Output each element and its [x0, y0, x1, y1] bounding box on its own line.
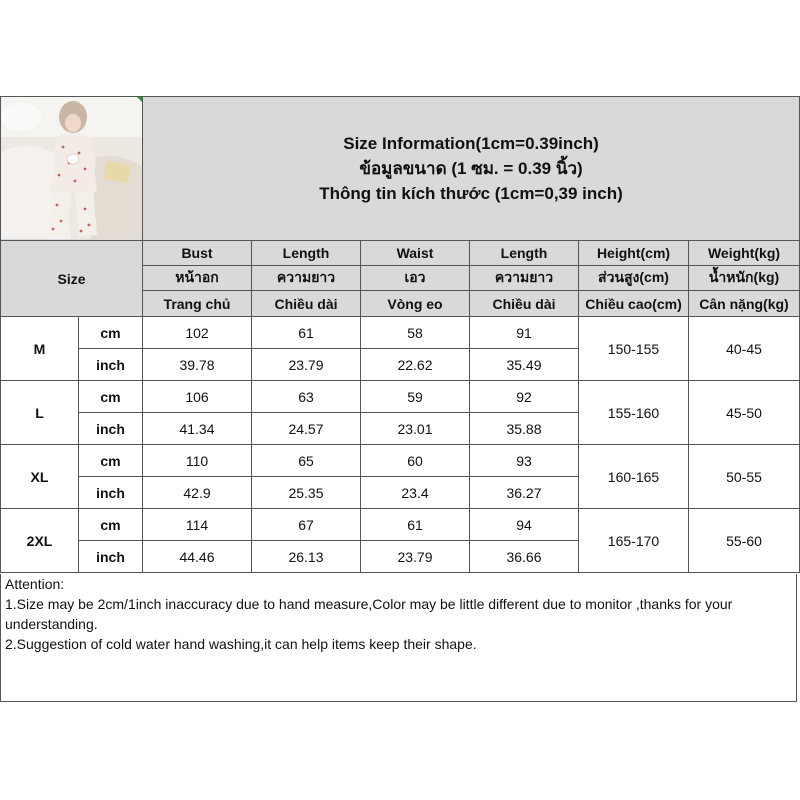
col-header-th: ความยาว	[470, 266, 579, 291]
unit-label: inch	[79, 349, 143, 381]
cell-bust-cm: 102	[143, 317, 252, 349]
cell-bust-inch: 41.34	[143, 413, 252, 445]
cell-waist-inch: 23.01	[361, 413, 470, 445]
cell-length2-inch: 35.49	[470, 349, 579, 381]
col-header-th: ความยาว	[252, 266, 361, 291]
cell-length-inch: 25.35	[252, 477, 361, 509]
col-header-vi: Vòng eo	[361, 291, 470, 317]
cell-bust-cm: 106	[143, 381, 252, 413]
col-header-vi: Chiều dài	[252, 291, 361, 317]
col-header-th: น้ำหนัก(kg)	[689, 266, 800, 291]
size-name: M	[1, 317, 79, 381]
cell-waist-cm: 59	[361, 381, 470, 413]
col-header-th: เอว	[361, 266, 470, 291]
col-header-vi: Chiều cao(cm)	[579, 291, 689, 317]
cell-weight: 50-55	[689, 445, 800, 509]
cell-height: 150-155	[579, 317, 689, 381]
cell-length-cm: 67	[252, 509, 361, 541]
unit-label: inch	[79, 541, 143, 573]
product-photo-cell	[1, 97, 143, 241]
size-info-header	[143, 97, 800, 241]
cell-length2-cm: 93	[470, 445, 579, 477]
corner-marker-icon	[137, 97, 143, 103]
table-row	[1, 509, 800, 541]
cell-length-inch: 23.79	[252, 349, 361, 381]
col-header-vi: Trang chủ	[143, 291, 252, 317]
size-info-en: Size Information(1cm=0.39inch)	[343, 134, 599, 153]
cell-length2-inch: 36.27	[470, 477, 579, 509]
cell-weight: 55-60	[689, 509, 800, 573]
attention-notes	[0, 574, 797, 702]
unit-label: cm	[79, 381, 143, 413]
col-header-vi: Chiều dài	[470, 291, 579, 317]
cell-length2-cm: 91	[470, 317, 579, 349]
col-header-en: Bust	[143, 241, 252, 266]
cell-weight: 45-50	[689, 381, 800, 445]
cell-height: 155-160	[579, 381, 689, 445]
attention-title: Attention:	[5, 576, 65, 592]
unit-label: cm	[79, 317, 143, 349]
col-header-en: Length	[470, 241, 579, 266]
cell-length2-inch: 36.66	[470, 541, 579, 573]
cell-bust-inch: 39.78	[143, 349, 252, 381]
col-header-en: Waist	[361, 241, 470, 266]
cell-waist-inch: 22.62	[361, 349, 470, 381]
size-table	[0, 96, 800, 573]
cell-waist-inch: 23.79	[361, 541, 470, 573]
table-row	[1, 381, 800, 413]
unit-label: inch	[79, 477, 143, 509]
size-label: Size	[1, 241, 143, 317]
cell-waist-cm: 58	[361, 317, 470, 349]
size-info-vi: Thông tin kích thước (1cm=0,39 inch)	[319, 184, 623, 203]
table-row	[1, 445, 800, 477]
cell-length2-inch: 35.88	[470, 413, 579, 445]
table-row	[1, 317, 800, 349]
cell-bust-cm: 114	[143, 509, 252, 541]
size-name: L	[1, 381, 79, 445]
unit-label: cm	[79, 509, 143, 541]
size-chart	[0, 96, 800, 704]
cell-length-cm: 63	[252, 381, 361, 413]
unit-label: cm	[79, 445, 143, 477]
unit-label: inch	[79, 413, 143, 445]
col-header-en: Length	[252, 241, 361, 266]
size-name: XL	[1, 445, 79, 509]
col-header-th: หน้าอก	[143, 266, 252, 291]
attention-line-2: 2.Suggestion of cold water hand washing,it can help items keep their shape.	[5, 636, 477, 652]
col-header-en: Height(cm)	[579, 241, 689, 266]
cell-bust-inch: 42.9	[143, 477, 252, 509]
cell-waist-cm: 61	[361, 509, 470, 541]
cell-waist-cm: 60	[361, 445, 470, 477]
cell-length-inch: 26.13	[252, 541, 361, 573]
size-name: 2XL	[1, 509, 79, 573]
cell-length-cm: 65	[252, 445, 361, 477]
cell-height: 160-165	[579, 445, 689, 509]
product-photo	[1, 97, 143, 239]
col-header-vi: Cân nặng(kg)	[689, 291, 800, 317]
col-header-en: Weight(kg)	[689, 241, 800, 266]
cell-length-cm: 61	[252, 317, 361, 349]
cell-height: 165-170	[579, 509, 689, 573]
col-header-th: ส่วนสูง(cm)	[579, 266, 689, 291]
cell-weight: 40-45	[689, 317, 800, 381]
attention-line-1: 1.Size may be 2cm/1inch inaccuracy due to hand measure,Color may be little different due to monitor ,thanks for your understanding.	[5, 596, 733, 632]
cell-length-inch: 24.57	[252, 413, 361, 445]
size-info-th: ข้อมูลขนาด (1 ซม. = 0.39 นิ้ว)	[359, 159, 583, 178]
cell-bust-cm: 110	[143, 445, 252, 477]
cell-length2-cm: 92	[470, 381, 579, 413]
cell-waist-inch: 23.4	[361, 477, 470, 509]
cell-length2-cm: 94	[470, 509, 579, 541]
cell-bust-inch: 44.46	[143, 541, 252, 573]
